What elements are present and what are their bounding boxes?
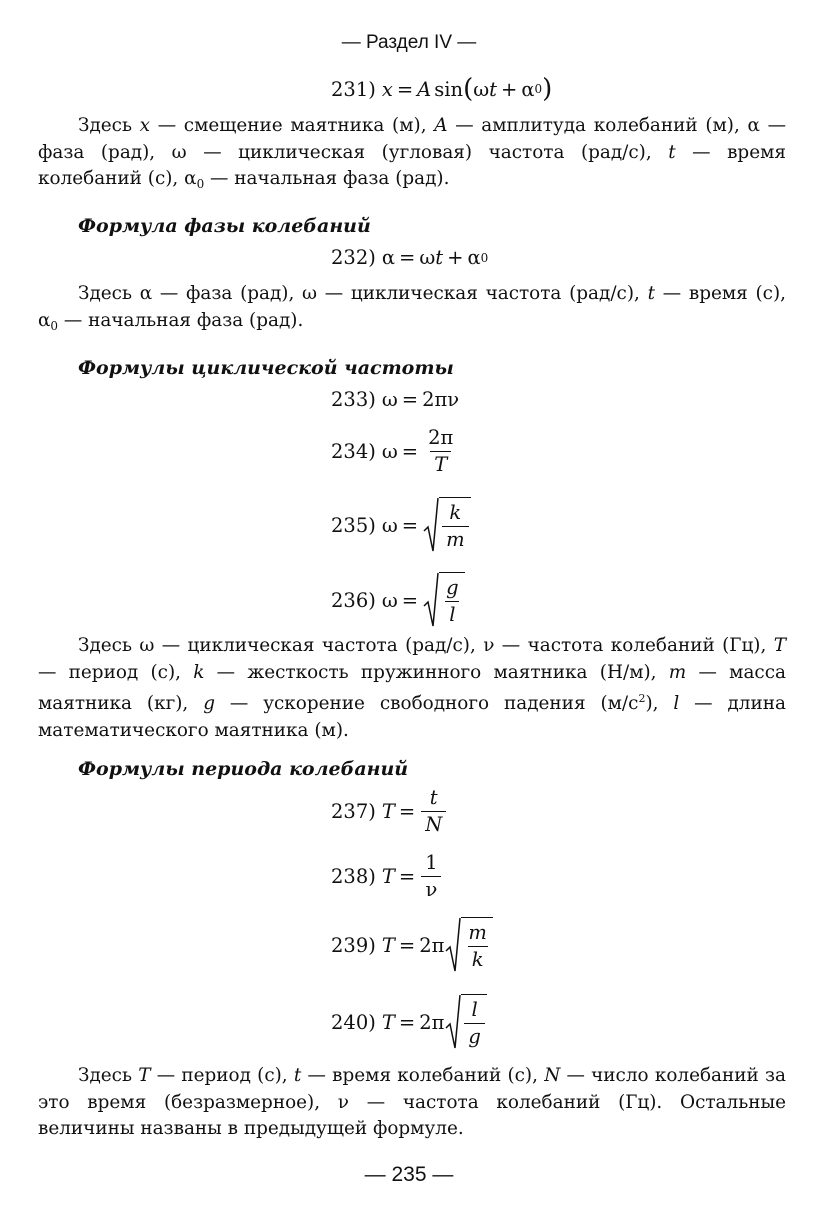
numerator: m	[468, 921, 487, 944]
text-run: Здесь	[78, 115, 140, 136]
text-run: Здесь	[78, 1065, 139, 1086]
var-period: T	[773, 635, 786, 656]
var-n: N	[544, 1065, 561, 1086]
numerator: g	[446, 576, 459, 599]
fraction	[442, 502, 469, 551]
formula-number: 240)	[331, 1010, 376, 1034]
denominator: N	[421, 811, 446, 836]
numerator: t	[429, 786, 438, 809]
text-run: ),	[645, 693, 674, 714]
equals-sign: =	[401, 440, 419, 463]
subscript-zero: 0	[534, 82, 543, 96]
var-omega: ω	[381, 388, 398, 411]
var-omega: ω	[381, 588, 398, 612]
fraction	[464, 922, 491, 971]
coefficient: 2π	[419, 1010, 445, 1034]
radical-sign-icon	[445, 917, 461, 973]
text-run: — жесткость пружинного маятника (Н/м),	[204, 661, 669, 683]
superscript-two: 2	[638, 692, 646, 705]
text-run: Здесь α — фаза (рад), ω — циклическая частота (рад/с),	[78, 283, 648, 304]
formula-236	[331, 572, 465, 628]
formula-234	[331, 427, 457, 476]
formula-237	[331, 787, 446, 836]
fraction	[421, 852, 441, 901]
equals-sign: =	[399, 246, 416, 269]
heading-period-formulas: Формулы периода колебаний	[78, 758, 409, 780]
square-root	[445, 994, 486, 1050]
text-run: — время (с), α	[38, 283, 786, 331]
var-period: T	[138, 1065, 151, 1086]
var-period: T	[381, 800, 395, 823]
fraction	[424, 427, 457, 476]
var-omega: ω	[473, 77, 490, 101]
formula-number: 235)	[331, 513, 376, 537]
text-run: Здесь ω — циклическая частота (рад/с), ν — частота колебаний (Гц),	[78, 635, 774, 656]
denominator: ν	[421, 876, 441, 901]
paragraph-cyclic-description	[38, 633, 786, 744]
expression: 2πν	[422, 388, 460, 411]
formula-238	[331, 852, 442, 901]
plus-sign: +	[447, 246, 464, 269]
fraction	[421, 787, 446, 836]
square-root	[423, 572, 464, 628]
radical-sign-icon	[445, 994, 461, 1050]
numerator: k	[449, 501, 462, 524]
numerator: 2π	[428, 426, 454, 449]
fraction	[464, 999, 484, 1048]
var-period: T	[381, 865, 395, 888]
var-amplitude: A	[417, 77, 432, 101]
subscript-zero: 0	[50, 318, 59, 333]
formula-number: 238)	[331, 865, 376, 888]
plus-sign: +	[500, 77, 518, 101]
var-t: t	[293, 1065, 302, 1086]
right-paren: )	[542, 74, 553, 104]
denominator: k	[468, 946, 488, 971]
var-t: t	[668, 141, 676, 163]
formula-235	[331, 497, 471, 553]
subscript-zero: 0	[196, 177, 205, 191]
denominator: g	[464, 1023, 484, 1048]
var-g: g	[203, 693, 215, 714]
equals-sign: =	[398, 1010, 416, 1034]
paragraph-231-description	[38, 113, 786, 198]
denominator: m	[442, 526, 469, 551]
square-root	[423, 497, 471, 553]
equals-sign: =	[398, 933, 416, 957]
var-omega: ω	[381, 440, 398, 463]
var-omega: ω	[419, 246, 436, 269]
formula-240	[331, 994, 487, 1050]
var-amplitude: A	[434, 115, 448, 136]
text-run: — смещение маятника (м),	[150, 115, 435, 136]
var-period: T	[381, 933, 395, 957]
sin-function: sin	[434, 77, 464, 101]
formula-number: 234)	[331, 440, 376, 463]
formula-number: 236)	[331, 588, 376, 612]
heading-phase-formula: Формула фазы колебаний	[78, 215, 371, 237]
var-t: t	[489, 77, 497, 101]
var-t: t	[647, 283, 655, 304]
text-run: — время колебаний (с), α	[38, 141, 786, 189]
var-m: m	[668, 661, 687, 683]
text-run: — начальная фаза (рад).	[58, 309, 304, 331]
text-run: — длина математического маятника (м).	[38, 693, 786, 741]
text-run: — ускорение свободного падения (м/с	[214, 693, 639, 714]
text-run: — период (с),	[38, 661, 194, 683]
subscript-zero: 0	[480, 250, 489, 265]
section-header: — Раздел IV —	[341, 32, 477, 53]
equals-sign: =	[396, 77, 414, 101]
equals-sign: =	[401, 388, 419, 411]
formula-number: 237)	[331, 800, 376, 823]
denominator: T	[430, 451, 451, 476]
var-x: x	[381, 77, 393, 101]
fraction	[442, 577, 462, 626]
var-x: x	[139, 115, 151, 136]
formula-233	[331, 388, 459, 411]
var-l: l	[673, 693, 680, 714]
text-run: — период (с),	[150, 1065, 294, 1086]
coefficient: 2π	[419, 933, 445, 957]
var-k: k	[193, 661, 205, 683]
left-paren: (	[463, 74, 474, 104]
equals-sign: =	[401, 513, 419, 537]
text-run: — число колебаний за это время (безразмерное), ν — частота колебаний (Гц). Остальные величины названы в предыдущей формуле.	[38, 1065, 787, 1139]
radical-sign-icon	[423, 497, 439, 553]
text-run: — начальная фаза (рад).	[204, 168, 450, 189]
page-number: — 235 —	[364, 1163, 454, 1186]
var-alpha: α	[521, 77, 535, 101]
var-omega: ω	[381, 513, 398, 537]
formula-number: 239)	[331, 933, 376, 957]
formula-number: 231)	[331, 77, 376, 101]
formula-231	[331, 76, 552, 102]
paragraph-232-description	[38, 281, 786, 339]
heading-cyclic-frequency: Формулы циклической частоты	[78, 357, 454, 379]
paragraph-period-description	[38, 1063, 786, 1143]
var-alpha: α	[467, 246, 481, 269]
denominator: l	[445, 601, 459, 626]
radical-sign-icon	[423, 572, 439, 628]
var-alpha: α	[381, 246, 395, 269]
numerator: l	[471, 998, 478, 1021]
text-run: — время колебаний (с),	[301, 1065, 545, 1086]
formula-232	[331, 246, 488, 269]
equals-sign: =	[398, 865, 416, 888]
square-root	[445, 917, 493, 973]
numerator: 1	[425, 851, 438, 874]
equals-sign: =	[398, 800, 416, 823]
var-t: t	[435, 246, 444, 269]
text-run: — масса маятника (кг),	[38, 661, 786, 714]
formula-number: 233)	[331, 388, 376, 411]
formula-239	[331, 917, 493, 973]
equals-sign: =	[401, 588, 419, 612]
formula-number: 232)	[331, 246, 376, 269]
var-period: T	[381, 1010, 395, 1034]
text-run: — амплитуда колебаний (м), α — фаза (рад), ω — циклическая (угловая) частота (рад/с),	[38, 115, 786, 163]
